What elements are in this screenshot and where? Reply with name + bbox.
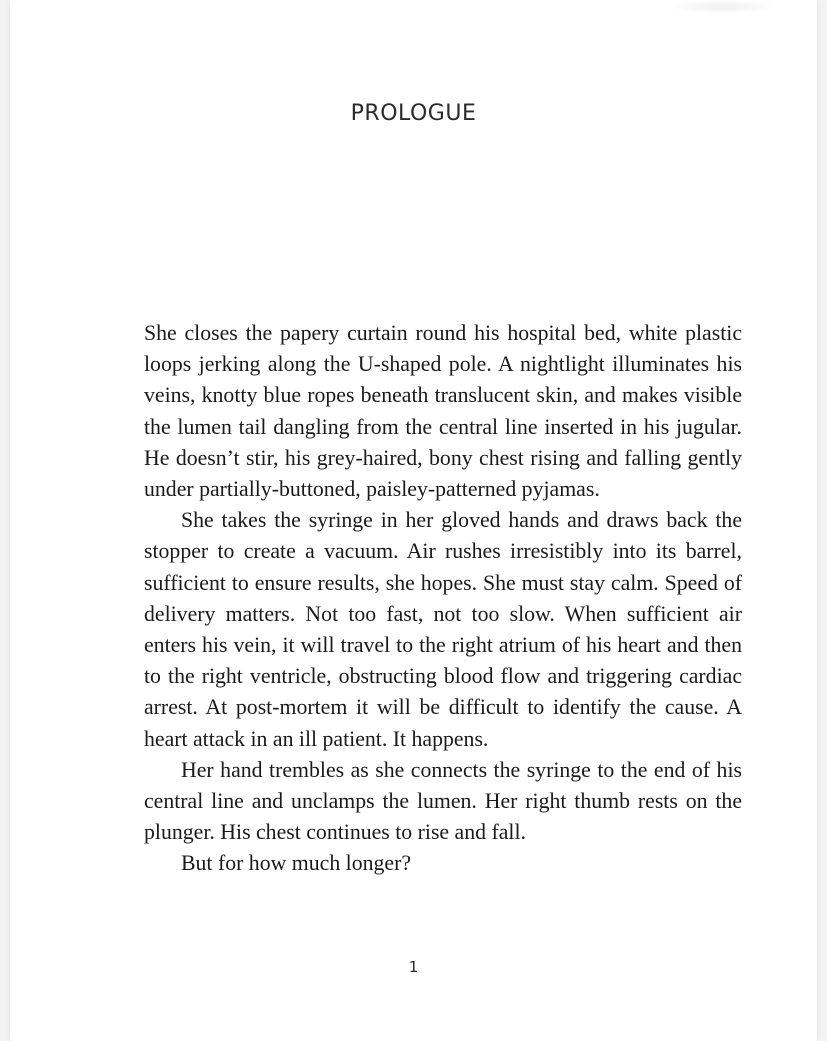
page-number: 1 (408, 958, 419, 976)
paragraph-2: She takes the syringe in her gloved hands and draws back the stopper to create a vacuum. Air rushes irresistibly into its barrel, sufficient to ensure results, she hopes. She must stay calm. Speed of delivery matters. Not too fast, not too slow. When sufficient air enters his vein, it will travel to the right atrium of his heart and then to the right ventricle, obstructing blood flow and triggering cardiac arrest. At post-mortem it will be difficult to identify the cause. A heart attack in an ill patient. It happens. (144, 508, 742, 751)
book-page (10, 0, 817, 1041)
chapter-body (144, 318, 742, 880)
paragraph-3: Her hand trembles as she connects the syringe to the end of his central line and unclamps the lumen. Her right thumb rests on the plunger. His chest continues to rise and fall. (144, 757, 742, 845)
paragraph-1: She closes the papery curtain round his hospital bed, white plastic loops jerking along the U-shaped pole. A nightlight illuminates his veins, knotty blue ropes beneath translucent skin, and makes visible the lumen tail dangling from the central line inserted in his jugular. He doesn’t stir, his grey-haired, bony chest rising and falling gently under partially-buttoned, paisley-patterned pyjamas. (144, 321, 742, 502)
paragraph-4: But for how much longer? (181, 851, 412, 876)
chapter-title: PROLOGUE (350, 101, 477, 126)
page-corner-shadow (667, 0, 777, 14)
